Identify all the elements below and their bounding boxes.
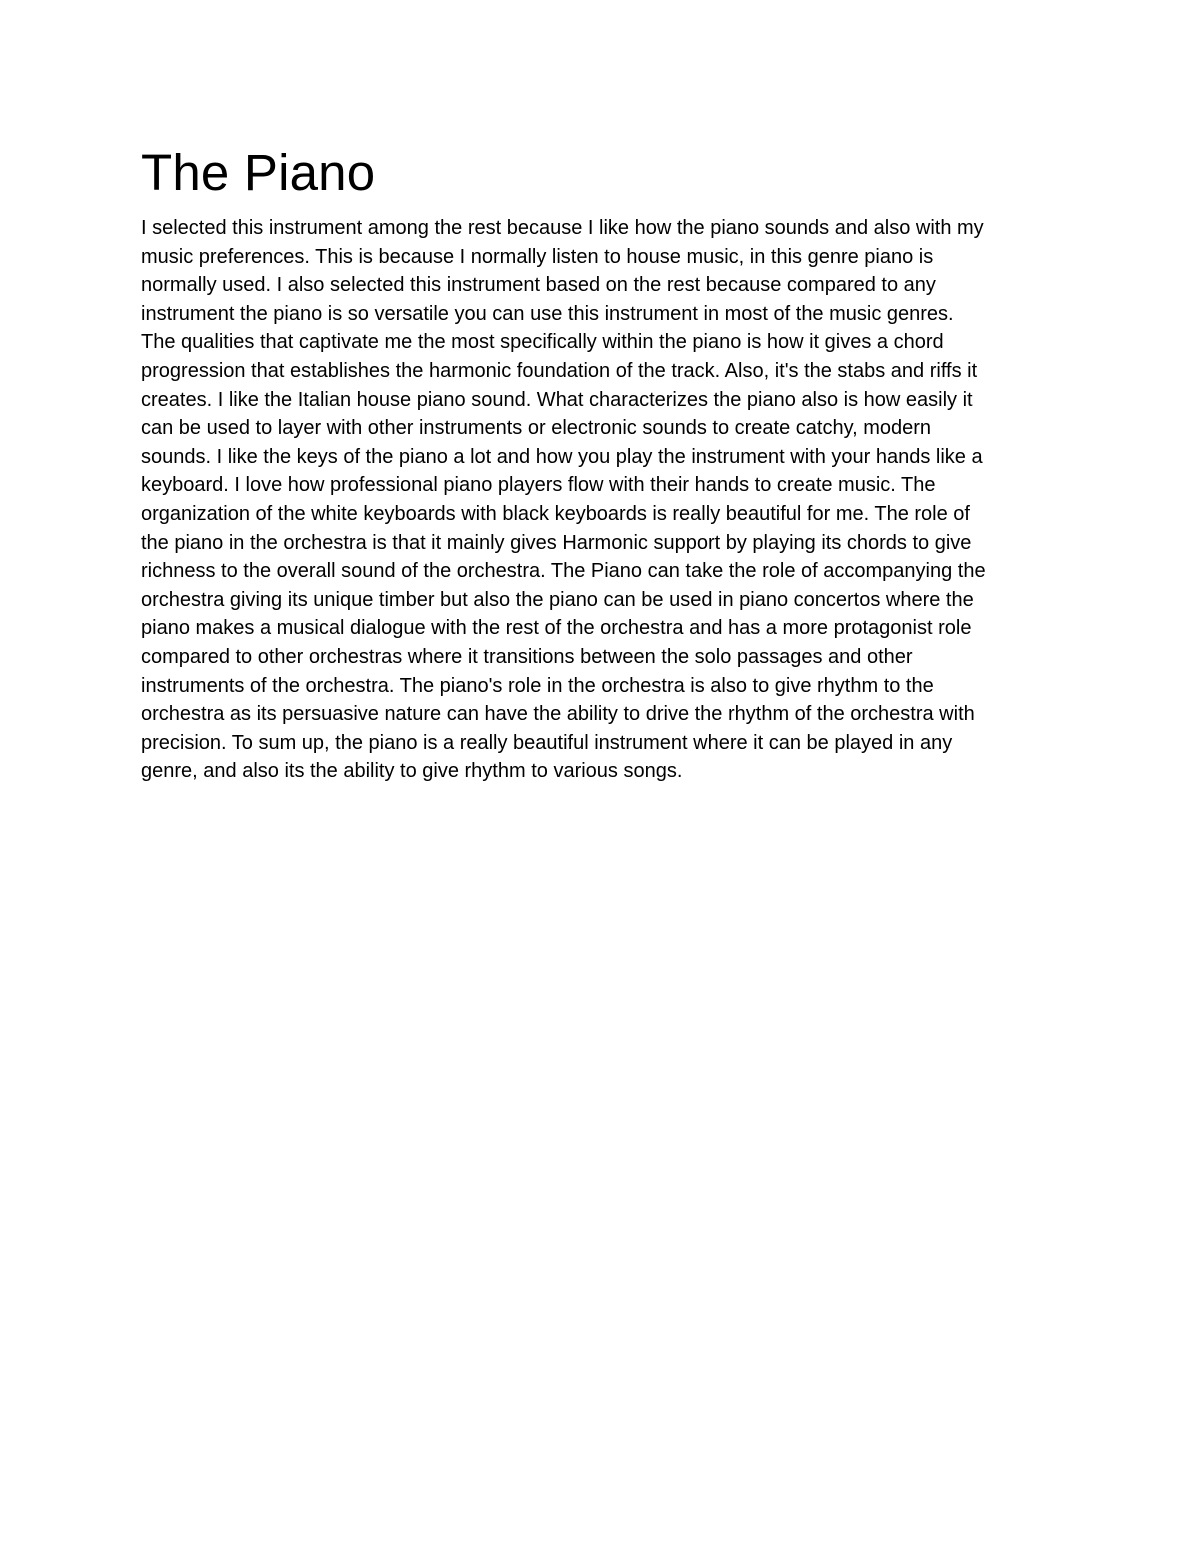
document-title: The Piano	[141, 144, 376, 201]
body-line: The qualities that captivate me the most specifically within the piano is how it gives a chord	[141, 331, 944, 354]
body-line: progression that establishes the harmonic foundation of the track. Also, it's the stabs and riffs it	[141, 359, 978, 382]
body-line: precision. To sum up, the piano is a really beautiful instrument where it can be played in any	[141, 731, 953, 754]
body-line: can be used to layer with other instruments or electronic sounds to create catchy, modern	[141, 417, 932, 440]
body-line: compared to other orchestras where it transitions between the solo passages and other	[141, 645, 913, 668]
body-line: richness to the overall sound of the orchestra. The Piano can take the role of accompanying the	[141, 560, 986, 583]
body-line: sounds. I like the keys of the piano a lot and how you play the instrument with your hands like a	[141, 445, 983, 468]
body-line: genre, and also its the ability to give rhythm to various songs.	[141, 760, 683, 783]
document-content	[141, 143, 1061, 786]
body-line: orchestra as its persuasive nature can have the ability to drive the rhythm of the orchestra with	[141, 703, 975, 726]
body-line: instrument the piano is so versatile you can use this instrument in most of the music genres.	[141, 302, 954, 325]
body-line: music preferences. This is because I normally listen to house music, in this genre piano is	[141, 245, 934, 268]
body-line: I selected this instrument among the rest because I like how the piano sounds and also with my	[141, 217, 984, 239]
body-line: the piano in the orchestra is that it mainly gives Harmonic support by playing its chords to give	[141, 531, 972, 554]
body-paragraph	[141, 214, 1061, 786]
body-line: normally used. I also selected this instrument based on the rest because compared to any	[141, 274, 936, 297]
body-line: piano makes a musical dialogue with the rest of the orchestra and has a more protagonist role	[141, 617, 972, 640]
body-line: creates. I like the Italian house piano sound. What characterizes the piano also is how easily it	[141, 388, 973, 411]
body-line: orchestra giving its unique timber but also the piano can be used in piano concertos where the	[141, 588, 974, 611]
body-line: instruments of the orchestra. The piano's role in the orchestra is also to give rhythm to the	[141, 674, 934, 697]
body-line: organization of the white keyboards with black keyboards is really beautiful for me. The role of	[141, 502, 970, 525]
body-line: keyboard. I love how professional piano players flow with their hands to create music. The	[141, 474, 936, 497]
